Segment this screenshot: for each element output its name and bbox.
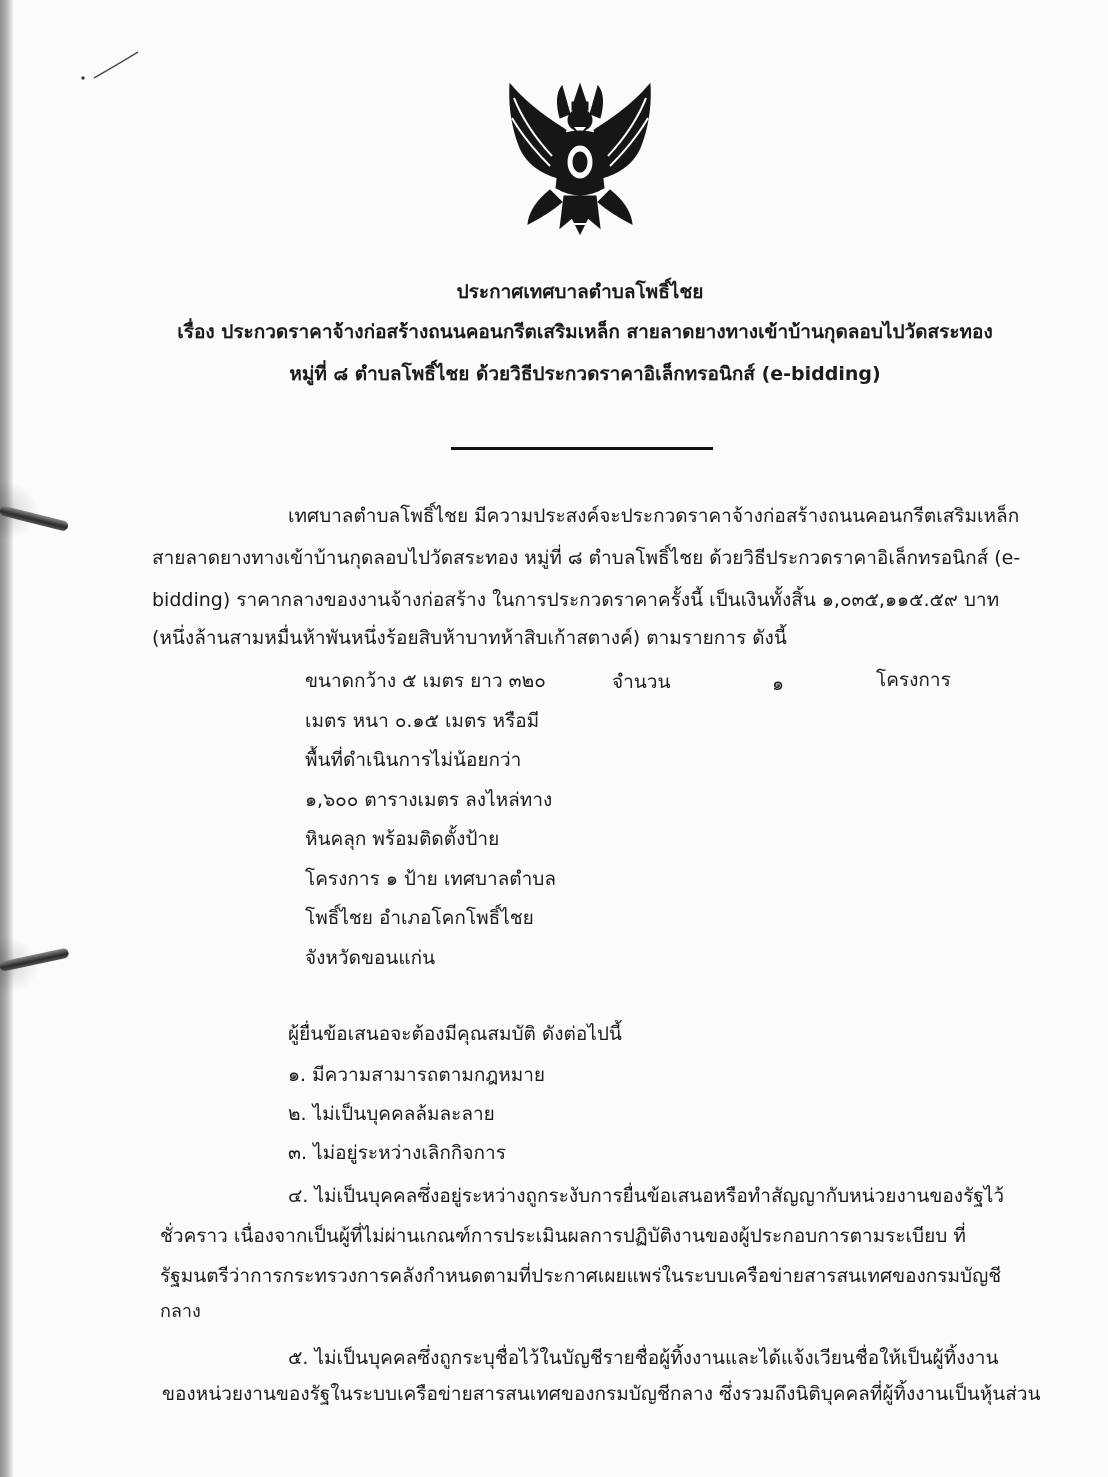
item-description-line: พื้นที่ดำเนินการไม่น้อยกว่า: [305, 749, 522, 771]
pen-mark-icon: [80, 48, 150, 88]
qualification-item: ๑. มีความสามารถตามกฎหมาย: [288, 1064, 546, 1086]
divider-line: [451, 447, 713, 450]
quantity-unit: โครงการ: [876, 669, 951, 691]
item-description-line: เมตร หนา ๐.๑๕ เมตร หรือมี: [305, 709, 540, 732]
garuda-emblem-icon: [500, 78, 660, 238]
intro-line: (หนึ่งล้านสามหมื่นห้าพันหนึ่งร้อยสิบห้าบาทห้าสิบเก้าสตางค์) ตามรายการ ดังนี้: [152, 627, 787, 649]
intro-line: เทศบาลตำบลโพธิ์ไชย มีความประสงค์จะประกวดราคาจ้างก่อสร้างถนนคอนกรีตเสริมเหล็ก: [288, 505, 1020, 527]
item-description-line: ขนาดกว้าง ๕ เมตร ยาว ๓๒๐: [305, 670, 546, 692]
quantity-value: ๑: [772, 673, 785, 695]
intro-line: สายลาดยางทางเข้าบ้านกุดลอบไปวัดสระทอง หมู่ที่ ๘ ตำบลโพธิ์ไชย ด้วยวิธีประกวดราคาอิเล็กทรอนิกส์ (e-: [152, 547, 1021, 569]
qualification-item: ๔. ไม่เป็นบุคคลซึ่งอยู่ระหว่างถูกระงับการยื่นข้อเสนอหรือทำสัญญากับหน่วยงานของรัฐไว้: [288, 1185, 1004, 1207]
qualification-item: ๒. ไม่เป็นบุคคลล้มละลาย: [288, 1103, 495, 1125]
qualification-item-cont: รัฐมนตรีว่าการกระทรวงการคลังกำหนดตามที่ประกาศเผยแพร่ในระบบเครือข่ายสารสนเทศของกรมบัญชี: [160, 1265, 1002, 1287]
item-description: [305, 662, 605, 978]
item-description-line: ๑,๖๐๐ ตารางเมตร ลงไหล่ทาง: [305, 788, 553, 811]
announcement-subject-cont: หมู่ที่ ๘ ตำบลโพธิ์ไชย ด้วยวิธีประกวดราคาอิเล็กทรอนิกส์ (e-bidding): [289, 363, 881, 385]
binder-edge: [0, 0, 14, 1477]
intro-line: bidding) ราคากลางของงานจ้างก่อสร้าง ในการประกวดราคาครั้งนี้ เป็นเงินทั้งสิ้น ๑,๐๓๕,๑๑๕.๕๙ บาท: [152, 589, 1000, 611]
qualification-item-cont: ชั่วคราว เนื่องจากเป็นผู้ที่ไม่ผ่านเกณฑ์การประเมินผลการปฏิบัติงานของผู้ประกอบการตามระเบียบ ที่: [160, 1225, 966, 1247]
item-description-line: หินคลุก พร้อมติดตั้งป้าย: [305, 828, 500, 850]
qualification-item: ๓. ไม่อยู่ระหว่างเลิกกิจการ: [288, 1142, 506, 1164]
qualification-item-cont: ของหน่วยงานของรัฐในระบบเครือข่ายสารสนเทศของกรมบัญชีกลาง ซึ่งรวมถึงนิติบุคคลที่ผู้ทิ้งงานเป็นหุ้นส่วน: [162, 1383, 1041, 1405]
item-description-line: จังหวัดขอนแก่น: [305, 946, 436, 969]
announcement-subject: เรื่อง ประกวดราคาจ้างก่อสร้างถนนคอนกรีตเสริมเหล็ก สายลาดยางทางเข้าบ้านกุดลอบไปวัดสระทอง: [177, 321, 993, 343]
quantity-label: จำนวน: [612, 671, 671, 693]
item-description-line: โพธิ์ไชย อำเภอโคกโพธิ์ไชย: [305, 907, 534, 929]
announcement-title: ประกาศเทศบาลตำบลโพธิ์ไชย: [456, 281, 704, 303]
qualification-item-cont: กลาง: [160, 1301, 201, 1322]
item-description-line: โครงการ ๑ ป้าย เทศบาลตำบล: [305, 867, 556, 890]
qualification-item: ๕. ไม่เป็นบุคคลซึ่งถูกระบุชื่อไว้ในบัญชีรายชื่อผู้ทิ้งงานและได้แจ้งเวียนชื่อให้เป็นผู้ทิ้งงาน: [288, 1347, 999, 1369]
qualifications-heading: ผู้ยื่นข้อเสนอจะต้องมีคุณสมบัติ ดังต่อไปนี้: [288, 1023, 622, 1045]
